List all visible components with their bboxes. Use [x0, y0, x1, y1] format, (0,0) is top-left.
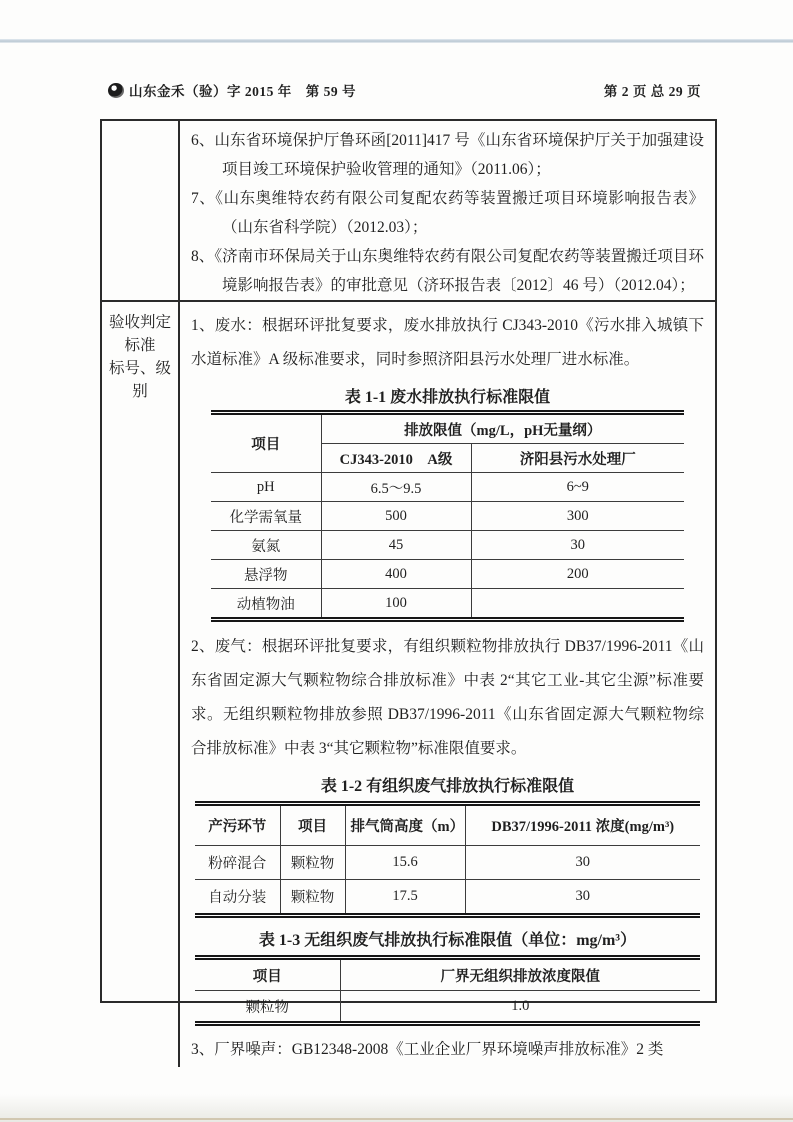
- table-row: [211, 473, 684, 502]
- t12-header: DB37/1996-2011 浓度(mg/m³): [465, 804, 700, 846]
- page-number: 第 2 页 总 29 页: [603, 84, 701, 99]
- criteria-row-label-cell: [102, 302, 180, 1067]
- t12-cell: 30: [465, 880, 700, 916]
- table-row: [211, 531, 684, 560]
- criteria-content-cell: [180, 302, 715, 1067]
- table-row: [195, 880, 700, 916]
- t13-cell: 颗粒物: [195, 991, 340, 1024]
- t11-cell: 化学需氧量: [211, 502, 321, 531]
- noise-paragraph: 3、厂界噪声：GB12348-2008《工业企业厂界环境噪声排放标准》2 类: [191, 1041, 664, 1058]
- t11-cell: 30: [471, 531, 684, 560]
- t12-cell: 17.5: [345, 880, 465, 916]
- t11-cell: pH: [211, 473, 321, 502]
- table-1-3-title: 表 1-3 无组织废气排放执行标准限值（单位：mg/m³）: [258, 932, 637, 949]
- scan-bottom-rule: [0, 1118, 793, 1120]
- t12-header: 项目: [280, 804, 345, 846]
- reference-item: 8、《济南市环保局关于山东奥维特农药有限公司复配农药等装置搬迁项目环境影响报告表》的审批意见（济环报告表〔2012〕46 号）（2012.04）；: [191, 248, 704, 294]
- t11-cell: 300: [471, 502, 684, 531]
- t11-cell: 动植物油: [211, 589, 321, 620]
- t11-cell: 6~9: [471, 473, 684, 502]
- t13-cell: 1.0: [340, 991, 700, 1024]
- t11-cell: [471, 589, 684, 620]
- table-row: [195, 846, 700, 880]
- reference-item: 6、山东省环境保护厅鲁环函[2011]417 号《山东省环境保护厅关于加强建设项目竣工环境保护验收管理的通知》（2011.06）；: [191, 132, 704, 178]
- t12-cell: 粉碎混合: [195, 846, 280, 880]
- references-row: [102, 121, 715, 302]
- waste-gas-paragraph: 2、废气：根据环评批复要求，有组织颗粒物排放执行 DB37/1996-2011《山东省固定源大气颗粒物综合排放标准》中表 2“其它工业-其它尘源”标准要求。无组织颗粒物排放参照 DB37/1996-2011《山东省固定源大气颗粒物综合排放标准》中表 3“其它颗粒物”标准限值要求。: [191, 638, 704, 757]
- page-header: [108, 80, 701, 100]
- criteria-row: [102, 302, 715, 1067]
- t12-header: 排气筒高度（m）: [345, 804, 465, 846]
- table-1-2: [195, 801, 700, 918]
- wastewater-paragraph: 1、废水：根据环评批复要求，废水排放执行 CJ343-2010《污水排入城镇下水道标准》A 级标准要求，同时参照济阳县污水处理厂进水标准。: [191, 317, 704, 368]
- t12-cell: 自动分装: [195, 880, 280, 916]
- jinhe-logo-icon: [108, 83, 124, 98]
- t11-header-span: 排放限值（mg/L，pH无量纲）: [321, 413, 684, 444]
- t11-cell: 6.5～9.5: [321, 473, 471, 502]
- t12-cell: 15.6: [345, 846, 465, 880]
- t13-header: 项目: [195, 958, 340, 991]
- document-number-block: [108, 80, 356, 100]
- references-content-cell: [180, 121, 715, 300]
- references-row-label-cell: [102, 121, 180, 300]
- t12-cell: 30: [465, 846, 700, 880]
- criteria-label-line2: 标号、级别: [108, 360, 171, 400]
- t11-cell: 45: [321, 531, 471, 560]
- t13-header: 厂界无组织排放浓度限值: [340, 958, 700, 991]
- main-form-table: [100, 119, 717, 1058]
- t11-cell: 悬浮物: [211, 560, 321, 589]
- document-number: 山东金禾（验）字 2015 年 第 59 号: [129, 84, 356, 99]
- t12-cell: 颗粒物: [280, 846, 345, 880]
- reference-item: 7、《山东奥维特农药有限公司复配农药等装置搬迁项目环境影响报告表》（山东省科学院）（2012.03）；: [191, 190, 704, 236]
- t11-header-sub2: 济阳县污水处理厂: [471, 444, 684, 473]
- t11-cell: 氨氮: [211, 531, 321, 560]
- table-row: [211, 589, 684, 620]
- t11-cell: 400: [321, 560, 471, 589]
- criteria-label-line1: 验收判定标准: [108, 314, 171, 354]
- t11-cell: 500: [321, 502, 471, 531]
- table-row: [195, 991, 700, 1024]
- t11-header-item: 项目: [211, 413, 321, 473]
- t11-cell: 100: [321, 589, 471, 620]
- table-row: [211, 502, 684, 531]
- table-1-1: [211, 410, 684, 622]
- table-row: [211, 560, 684, 589]
- table-1-3: [195, 955, 700, 1026]
- t11-header-sub1: CJ343-2010 A级: [321, 444, 471, 473]
- t12-header: 产污环节: [195, 804, 280, 846]
- t11-cell: 200: [471, 560, 684, 589]
- table-1-1-title: 表 1-1 废水排放执行标准限值: [344, 389, 551, 406]
- table-1-2-title: 表 1-2 有组织废气排放执行标准限值: [320, 778, 575, 795]
- scan-top-rule: [0, 39, 793, 43]
- t12-cell: 颗粒物: [280, 880, 345, 916]
